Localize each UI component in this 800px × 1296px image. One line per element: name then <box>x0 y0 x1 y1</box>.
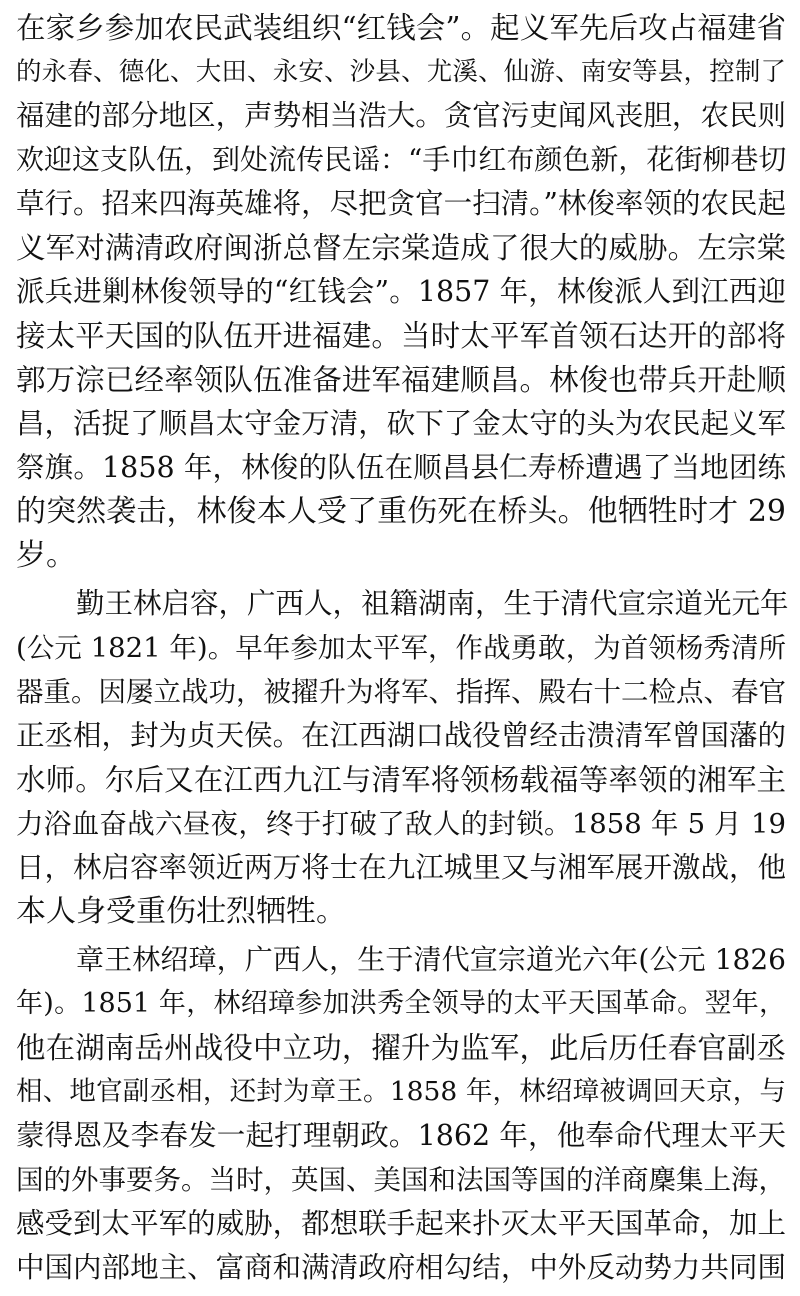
text-line: 岁。 <box>16 538 76 573</box>
text-line: 欢迎这支队伍，到处流传民谣：“手巾红布颜色新，花街柳巷切 <box>16 143 787 176</box>
text-line: 水师。尔后又在江西九江与清军将领杨载福等率领的湘军主 <box>16 763 786 797</box>
text-line: 蒙得恩及李春发一起打理朝政。1862 年，他奉命代理太平天 <box>16 1119 786 1152</box>
text-line: 本人身受重伤壮烈牺牲。 <box>16 894 346 929</box>
text-line: 接太平天国的队伍开进福建。当时太平军首领石达开的部将 <box>16 319 786 353</box>
text-line: 年)。1851 年，林绍璋参加洪秀全领导的太平天国革命。翌年， <box>16 988 786 1019</box>
text-line: 的突然袭击，林俊本人受了重伤死在桥头。他牺牲时才 29 <box>16 494 786 529</box>
text-line: 祭旗。1858 年，林俊的队伍在顺昌县仁寿桥遭遇了当地团练 <box>16 451 786 484</box>
text-line: 草行。招来四海英雄将，尽把贪官一扫清。”林俊率领的农民起 <box>16 187 786 220</box>
text-line: 力浴血奋战六昼夜，终于打破了敌人的封锁。1858 年 5 月 19 <box>16 808 786 840</box>
text-line: 派兵进剿林俊领导的“红钱会”。1857 年，林俊派人到江西迎 <box>16 275 786 308</box>
text-line: 器重。因屡立战功，被擢升为将军、指挥、殿右十二检点、春官 <box>16 676 786 708</box>
text-line: 昌，活捉了顺昌太守金万清，砍下了金太守的头为农民起义军 <box>16 407 786 440</box>
text-line: 日，林启容率领近两万将士在九江城里又与湘军展开激战，他 <box>16 851 786 884</box>
text-line: 义军对满清政府闽浙总督左宗棠造成了很大的威胁。左宗棠 <box>16 231 786 265</box>
text-line: 在家乡参加农民武装组织“红钱会”。起义军先后攻占福建省 <box>16 11 786 45</box>
text-line: 国的外事要务。当时，英国、美国和法国等国的洋商麇集上海， <box>16 1164 786 1196</box>
text-line: 郭万淙已经率领队伍准备进军福建顺昌。林俊也带兵开赴顺 <box>16 363 786 397</box>
paragraph-start-line: 勤王林启容，广西人，祖籍湖南，生于清代宣宗道光元年 <box>76 587 789 620</box>
text-line: 正丞相，封为贞天侯。在江西湖口战役曾经击溃清军曾国藩的 <box>16 719 786 752</box>
text-line: 中国内部地主、富商和满清政府相勾结，中外反动势力共同围 <box>16 1251 786 1284</box>
text-line: 的永春、德化、大田、永安、沙县、尤溪、仙游、南安等县，控制了 <box>16 57 786 87</box>
paragraph-start-line: 章王林绍璋，广西人，生于清代宣宗道光六年(公元 1826 <box>76 943 786 976</box>
text-line: 福建的部分地区，声势相当浩大。贪官污吏闻风丧胆，农民则 <box>16 99 786 132</box>
text-line: (公元 1821 年)。早年参加太平军，作战勇敢，为首领杨秀清所 <box>16 632 786 664</box>
text-line: 感受到太平军的威胁，都想联手起来扑灭太平天国革命，加上 <box>16 1207 786 1240</box>
text-line: 相、地官副丞相，还封为章王。1858 年，林绍璋被调回天京，与 <box>16 1076 786 1107</box>
text-line: 他在湖南岳州战役中立功，擢升为监军，此后历任春官副丞 <box>16 1031 786 1065</box>
